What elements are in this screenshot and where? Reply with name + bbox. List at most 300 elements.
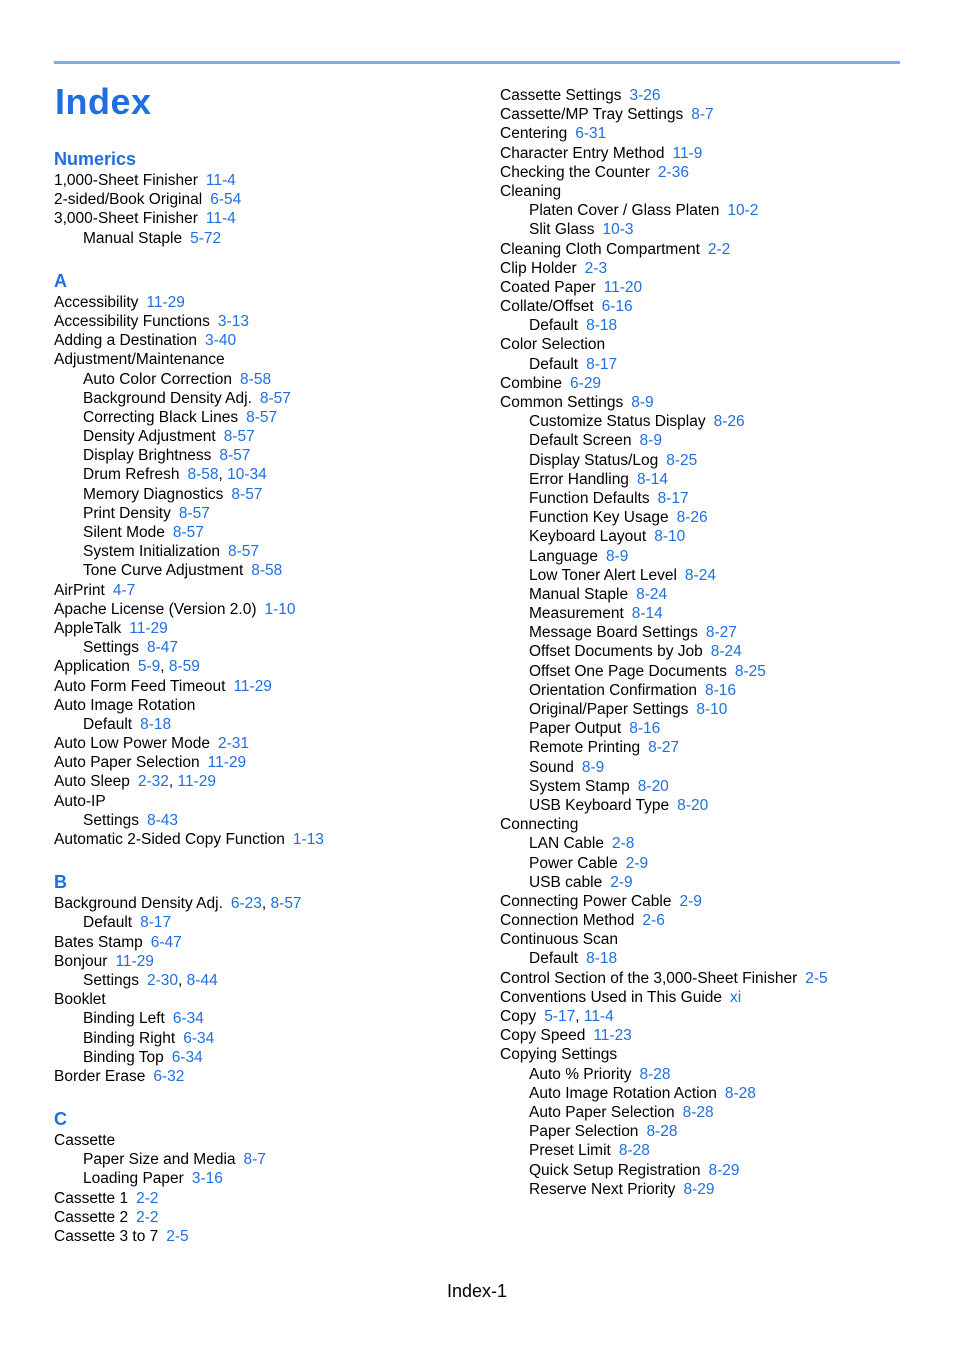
- page-ref-separator: ,: [261, 895, 271, 913]
- index-term: Binding Right: [83, 1029, 176, 1047]
- page-link-8-16[interactable]: 8-16: [629, 720, 661, 738]
- page-refs: [570, 375, 601, 392]
- index-subentry-print-density: [54, 504, 474, 523]
- index-subentry-display-status-log: [500, 451, 920, 470]
- page-link-11-29[interactable]: 11-29: [233, 677, 272, 695]
- page-link-8-57[interactable]: 8-57: [178, 504, 210, 522]
- page-refs: [206, 172, 236, 189]
- index-term: Auto % Priority: [529, 1065, 632, 1083]
- index-term: Function Defaults: [529, 489, 650, 507]
- index-subentry-original-paper-settings: [500, 700, 920, 719]
- index-term: Conventions Used in This Guide: [500, 988, 723, 1006]
- page-link-8-28[interactable]: 8-28: [724, 1084, 756, 1102]
- page-link-8-57[interactable]: 8-57: [223, 428, 255, 446]
- page-refs: [147, 812, 178, 829]
- page-refs: [147, 639, 178, 656]
- page-link-11-29[interactable]: 11-29: [177, 773, 216, 791]
- page-link-8-20[interactable]: 8-20: [677, 796, 709, 814]
- page-refs: [190, 230, 221, 247]
- index-subentry-loading-paper: [54, 1169, 474, 1188]
- index-term: Paper Output: [529, 720, 622, 738]
- index-subentry-auto-image-rotation-action: [500, 1084, 920, 1103]
- page-link-11-29[interactable]: 11-29: [146, 293, 185, 311]
- page-refs: [224, 428, 255, 445]
- page-refs: [640, 1066, 671, 1083]
- header-rule: [54, 61, 900, 64]
- page-refs: [582, 759, 604, 776]
- index-entry-2-sided-book-original: [54, 190, 474, 209]
- index-entry-cassette-1: [54, 1189, 474, 1208]
- page-refs: [246, 409, 277, 426]
- page-link-8-43[interactable]: 8-43: [147, 811, 179, 829]
- index-term: Default: [83, 914, 133, 932]
- page-link-8-59[interactable]: 8-59: [168, 658, 200, 676]
- page-link-11-4[interactable]: 11-4: [583, 1008, 614, 1025]
- page-refs: [575, 125, 606, 142]
- index-term: Cassette 3 to 7: [54, 1228, 159, 1245]
- index-term: Slit Glass: [529, 221, 595, 239]
- page-link-3-26[interactable]: 3-26: [629, 87, 661, 104]
- index-term: Border Erase: [54, 1067, 146, 1085]
- index-term: Keyboard Layout: [529, 528, 647, 546]
- index-subentry-correcting-black-lines: [54, 408, 474, 427]
- page-refs: [725, 1085, 756, 1102]
- page-link-2-31[interactable]: 2-31: [217, 735, 249, 753]
- page-refs: [233, 678, 272, 695]
- index-term: Tone Curve Adjustment: [83, 562, 244, 580]
- page-link-8-24[interactable]: 8-24: [636, 585, 668, 603]
- page-link-8-57[interactable]: 8-57: [246, 408, 278, 426]
- index-term: Booklet: [54, 991, 106, 1009]
- page-link-8-57[interactable]: 8-57: [172, 524, 204, 541]
- index-term: Bonjour: [54, 952, 108, 970]
- index-term: 3,000-Sheet Finisher: [54, 210, 198, 228]
- index-term: Paper Selection: [529, 1123, 639, 1141]
- page-link-11-4[interactable]: 11-4: [205, 172, 236, 189]
- page-refs: [593, 1027, 632, 1044]
- page-link-8-18[interactable]: 8-18: [586, 317, 618, 335]
- page-link-2-5[interactable]: 2-5: [805, 969, 828, 987]
- page-link-2-8[interactable]: 2-8: [611, 835, 635, 853]
- index-entry-coated-paper: [500, 278, 920, 297]
- index-term: Silent Mode: [83, 524, 165, 541]
- index-term: AppleTalk: [54, 619, 122, 637]
- index-term: Error Handling: [529, 470, 629, 488]
- page-refs: [626, 855, 648, 872]
- index-subentry-default-screen: [500, 431, 920, 450]
- page-link-8-16[interactable]: 8-16: [705, 681, 737, 699]
- page-link-8-7[interactable]: 8-7: [691, 106, 714, 124]
- index-term: Correcting Black Lines: [83, 408, 239, 426]
- page-link-5-9[interactable]: 5-9: [137, 658, 161, 676]
- page-link-2-2[interactable]: 2-2: [136, 1208, 159, 1226]
- index-entry-bonjour: [54, 952, 474, 971]
- page-link-6-31[interactable]: 6-31: [575, 125, 607, 143]
- page-link-8-58[interactable]: 8-58: [251, 562, 283, 580]
- index-subentry-preset-limit: [500, 1141, 920, 1160]
- page-link-8-47[interactable]: 8-47: [147, 639, 179, 657]
- page-link-2-9[interactable]: 2-9: [679, 892, 702, 910]
- page-link-6-29[interactable]: 6-29: [570, 374, 602, 392]
- page-refs: [231, 895, 302, 912]
- page-link-8-9[interactable]: 8-9: [631, 394, 654, 411]
- index-subentry-language: [500, 547, 920, 566]
- index-subentry-orientation-confirmation: [500, 681, 920, 700]
- index-entry-copying-settings: [500, 1045, 920, 1064]
- index-entry-copy: [500, 1007, 920, 1026]
- page-refs: [140, 716, 171, 733]
- index-term: Auto Form Feed Timeout: [54, 677, 226, 695]
- index-subentry-reserve-next-priority: [500, 1180, 920, 1199]
- page-link-8-57[interactable]: 8-57: [270, 895, 302, 913]
- page-link-8-57[interactable]: 8-57: [219, 447, 251, 465]
- section-spacer: [54, 248, 474, 270]
- page-refs: [683, 1104, 714, 1121]
- index-subentry-quick-setup-registration: [500, 1161, 920, 1180]
- index-term: Power Cable: [529, 854, 618, 872]
- index-term: Cassette 1: [54, 1189, 129, 1207]
- page-refs: [206, 210, 236, 227]
- index-entry-border-erase: [54, 1067, 474, 1086]
- page-refs: [251, 562, 282, 579]
- index-term: Settings: [83, 811, 140, 829]
- page-refs: [658, 490, 689, 507]
- page-refs: [151, 934, 182, 951]
- index-subentry-binding-top: [54, 1048, 474, 1067]
- page-link-8-14[interactable]: 8-14: [631, 605, 663, 623]
- page-link-8-10[interactable]: 8-10: [654, 528, 686, 546]
- page-link-8-17[interactable]: 8-17: [140, 914, 172, 932]
- page-refs: [187, 466, 266, 483]
- page-link-11-20[interactable]: 11-20: [603, 278, 643, 296]
- index-subentry-default: [54, 913, 474, 932]
- page-refs: [113, 582, 135, 599]
- index-term: Adjustment/Maintenance: [54, 351, 225, 369]
- page-refs: [219, 447, 250, 464]
- page-refs: [129, 620, 168, 637]
- index-term: Control Section of the 3,000-Sheet Finisher: [500, 969, 798, 987]
- index-term: Auto Color Correction: [83, 370, 233, 388]
- index-term: Copy Speed: [500, 1027, 586, 1045]
- index-entry-cleaning-cloth-compartment: [500, 240, 920, 259]
- page-link-8-27[interactable]: 8-27: [705, 624, 737, 642]
- index-entry-auto-paper-selection: [54, 753, 474, 772]
- page-link-6-34[interactable]: 6-34: [183, 1029, 215, 1047]
- page-refs: [602, 298, 633, 315]
- page-link-2-6[interactable]: 2-6: [642, 912, 665, 930]
- index-entry-connecting: [500, 815, 920, 834]
- index-subentry-drum-refresh: [54, 465, 474, 484]
- page-refs: [648, 739, 679, 756]
- page-refs: [183, 1030, 214, 1047]
- index-subentry-paper-selection: [500, 1122, 920, 1141]
- page-refs: [208, 754, 247, 771]
- page-link-8-18[interactable]: 8-18: [586, 950, 618, 968]
- index-entry-cleaning: [500, 182, 920, 201]
- index-subentry-paper-size-and-media: [54, 1150, 474, 1169]
- page-link-8-14[interactable]: 8-14: [636, 470, 668, 488]
- index-term: Auto Paper Selection: [529, 1103, 675, 1121]
- page-link-2-2[interactable]: 2-2: [136, 1189, 159, 1207]
- page-link-1-13[interactable]: 1-13: [292, 831, 324, 848]
- index-subentry-binding-left: [54, 1009, 474, 1028]
- index-term: Copying Settings: [500, 1046, 618, 1064]
- index-term: Platen Cover / Glass Platen: [529, 202, 720, 220]
- index-term: Background Density Adj.: [54, 895, 223, 913]
- index-term: Cassette Settings: [500, 87, 622, 104]
- page-refs: [260, 390, 291, 407]
- page-link-11-29[interactable]: 11-29: [129, 619, 168, 637]
- index-term: Centering: [500, 125, 568, 143]
- page-refs: [727, 202, 758, 219]
- page-refs: [602, 221, 633, 238]
- page-link-8-28[interactable]: 8-28: [682, 1103, 714, 1121]
- page-refs: [585, 260, 607, 277]
- index-subentry-system-stamp: [500, 777, 920, 796]
- page-link-8-44[interactable]: 8-44: [186, 971, 218, 989]
- page-link-11-9[interactable]: 11-9: [672, 144, 703, 162]
- page-link-11-29[interactable]: 11-29: [115, 952, 154, 970]
- page-link-5-72[interactable]: 5-72: [190, 229, 222, 247]
- index-term: Auto Paper Selection: [54, 754, 200, 772]
- page-link-10-34[interactable]: 10-34: [227, 466, 267, 484]
- index-term: Background Density Adj.: [83, 389, 252, 407]
- index-term: Checking the Counter: [500, 163, 650, 181]
- page-link-10-2[interactable]: 10-2: [727, 202, 759, 220]
- page-link-xi[interactable]: xi: [730, 988, 742, 1006]
- index-term: Settings: [83, 639, 140, 657]
- page-refs: [173, 524, 204, 541]
- page-refs: [711, 643, 742, 660]
- index-entry-application: [54, 657, 474, 676]
- page-link-2-9[interactable]: 2-9: [610, 873, 633, 891]
- page-link-2-30[interactable]: 2-30: [147, 971, 179, 989]
- page-link-8-17[interactable]: 8-17: [586, 355, 618, 373]
- page-link-8-9[interactable]: 8-9: [581, 758, 605, 776]
- page-refs: [666, 452, 697, 469]
- index-subentry-settings: [54, 971, 474, 990]
- index-term: System Initialization: [83, 543, 220, 561]
- page-refs: [173, 1010, 204, 1027]
- index-term: Accessibility Functions: [54, 312, 210, 330]
- index-entry-3-000-sheet-finisher: [54, 209, 474, 228]
- index-entry-checking-the-counter: [500, 163, 920, 182]
- index-subentry-message-board-settings: [500, 623, 920, 642]
- page-link-11-4[interactable]: 11-4: [205, 210, 236, 228]
- index-entry-automatic-2-sided-copy-function: [54, 830, 474, 849]
- page-refs: [708, 241, 730, 258]
- page-refs: [606, 548, 628, 565]
- page-link-3-40[interactable]: 3-40: [205, 332, 237, 350]
- index-term: Preset Limit: [529, 1142, 611, 1160]
- index-subentry-tone-curve-adjustment: [54, 561, 474, 580]
- index-term: 2-sided/Book Original: [54, 191, 203, 209]
- index-term: Accessibility: [54, 293, 139, 311]
- page-link-6-16[interactable]: 6-16: [601, 298, 633, 316]
- index-term: Quick Setup Registration: [529, 1161, 701, 1179]
- index-term: Cleaning Cloth Compartment: [500, 240, 700, 258]
- page-link-8-18[interactable]: 8-18: [140, 715, 172, 733]
- index-term: Offset One Page Documents: [529, 662, 727, 680]
- page-link-2-2[interactable]: 2-2: [707, 240, 731, 258]
- index-term: Default: [529, 950, 579, 968]
- page-link-8-58[interactable]: 8-58: [187, 466, 219, 484]
- page-link-8-20[interactable]: 8-20: [637, 777, 669, 795]
- index-subentry-default: [500, 355, 920, 374]
- page-link-8-28[interactable]: 8-28: [646, 1123, 678, 1141]
- page-refs: [632, 605, 663, 622]
- index-term: AirPrint: [54, 581, 105, 599]
- page-link-8-9[interactable]: 8-9: [639, 432, 662, 450]
- page-link-6-23[interactable]: 6-23: [230, 895, 262, 913]
- index-column-right: [500, 86, 920, 1199]
- page-refs: [629, 720, 660, 737]
- section-heading-c: C: [54, 1109, 67, 1130]
- index-column-left: [54, 148, 474, 1246]
- page-refs: [231, 486, 262, 503]
- index-term: Default: [529, 317, 579, 335]
- page-link-6-34[interactable]: 6-34: [171, 1048, 203, 1066]
- index-subentry-manual-staple: [500, 585, 920, 604]
- page-link-3-13[interactable]: 3-13: [217, 312, 249, 330]
- page-refs: [138, 773, 216, 790]
- index-term: Default Screen: [529, 432, 632, 450]
- index-entry-continuous-scan: [500, 930, 920, 949]
- page-link-11-29[interactable]: 11-29: [207, 754, 247, 772]
- page-refs: [658, 164, 689, 181]
- index-term: Adding a Destination: [54, 332, 198, 350]
- index-subentry-platen-cover-glass-platen: [500, 201, 920, 220]
- page-link-8-29[interactable]: 8-29: [683, 1180, 715, 1198]
- page-refs: [638, 778, 669, 795]
- index-subentry-density-adjustment: [54, 427, 474, 446]
- page-link-3-16[interactable]: 3-16: [191, 1170, 223, 1188]
- page-refs: [636, 586, 667, 603]
- index-subentry-function-key-usage: [500, 508, 920, 527]
- page-link-8-57[interactable]: 8-57: [231, 485, 263, 503]
- page-refs: [586, 950, 617, 967]
- index-term: Auto Low Power Mode: [54, 735, 210, 753]
- index-term: Original/Paper Settings: [529, 701, 689, 718]
- page-link-8-24[interactable]: 8-24: [684, 566, 716, 584]
- index-term: Loading Paper: [83, 1170, 184, 1188]
- page-refs: [218, 735, 249, 752]
- page-link-2-32[interactable]: 2-32: [137, 773, 169, 791]
- page-link-2-5[interactable]: 2-5: [166, 1228, 189, 1245]
- index-term: 1,000-Sheet Finisher: [54, 172, 198, 189]
- page-refs: [240, 371, 271, 388]
- page-link-6-32[interactable]: 6-32: [153, 1067, 185, 1085]
- index-entry-conventions-used-in-this-guide: [500, 988, 920, 1007]
- page-ref-separator: ,: [178, 971, 187, 989]
- index-subentry-keyboard-layout: [500, 527, 920, 546]
- index-entry-booklet: [54, 990, 474, 1009]
- page-refs: [610, 874, 632, 891]
- index-term: Binding Left: [83, 1010, 165, 1028]
- page-link-11-23[interactable]: 11-23: [593, 1027, 632, 1045]
- page-link-2-9[interactable]: 2-9: [625, 854, 649, 872]
- page-refs: [179, 505, 210, 522]
- page-link-8-57[interactable]: 8-57: [227, 543, 260, 561]
- page-title: Index: [55, 81, 152, 122]
- index-term: Manual Staple: [83, 229, 183, 247]
- index-term: Auto-IP: [54, 792, 106, 810]
- index-entry-clip-holder: [500, 259, 920, 278]
- page-ref-separator: ,: [218, 466, 228, 484]
- index-term: Cleaning: [500, 182, 562, 200]
- index-term: Cassette: [54, 1132, 116, 1150]
- page-refs: [136, 1190, 158, 1207]
- index-subentry-offset-documents-by-job: [500, 642, 920, 661]
- index-term: Color Selection: [500, 336, 606, 354]
- page-link-8-25[interactable]: 8-25: [666, 451, 698, 469]
- page-refs: [153, 1068, 184, 1085]
- index-entry-connecting-power-cable: [500, 892, 920, 911]
- page-refs: [264, 601, 295, 618]
- page-link-8-26[interactable]: 8-26: [713, 413, 745, 431]
- page-link-8-7[interactable]: 8-7: [243, 1151, 266, 1169]
- page-link-8-9[interactable]: 8-9: [605, 547, 629, 565]
- page-link-6-54[interactable]: 6-54: [210, 191, 242, 209]
- section-heading-b: B: [54, 872, 67, 893]
- index-entry-appletalk: [54, 619, 474, 638]
- index-subentry-background-density-adj: [54, 389, 474, 408]
- section-heading-numerics: Numerics: [54, 149, 137, 169]
- page-link-2-36[interactable]: 2-36: [657, 163, 689, 181]
- page-link-4-7[interactable]: 4-7: [112, 581, 136, 599]
- index-subentry-customize-status-display: [500, 412, 920, 431]
- index-term: System Stamp: [529, 777, 630, 795]
- index-entry-cassette-mp-tray-settings: [500, 105, 920, 124]
- index-entry-auto-ip: [54, 792, 474, 811]
- index-term: Common Settings: [500, 394, 624, 411]
- index-term: Memory Diagnostics: [83, 485, 224, 503]
- page-link-8-58[interactable]: 8-58: [240, 370, 272, 388]
- index-term: USB cable: [529, 873, 603, 891]
- page-refs: [172, 1049, 203, 1066]
- page-link-6-47[interactable]: 6-47: [150, 933, 182, 951]
- index-subentry-auto-color-correction: [54, 370, 474, 389]
- page-link-10-3[interactable]: 10-3: [602, 221, 634, 239]
- page-link-8-24[interactable]: 8-24: [710, 643, 742, 661]
- page-link-5-17[interactable]: 5-17: [544, 1008, 576, 1025]
- page-refs: [138, 658, 200, 675]
- index-term: Display Brightness: [83, 447, 212, 465]
- page-link-8-17[interactable]: 8-17: [657, 489, 689, 507]
- page-link-8-27[interactable]: 8-27: [648, 739, 680, 757]
- page-link-8-25[interactable]: 8-25: [734, 662, 766, 680]
- page-link-6-34[interactable]: 6-34: [172, 1010, 204, 1028]
- page-link-8-57[interactable]: 8-57: [259, 389, 291, 407]
- page-link-2-3[interactable]: 2-3: [584, 259, 608, 277]
- page-link-1-10[interactable]: 1-10: [264, 600, 296, 618]
- page-link-8-10[interactable]: 8-10: [696, 701, 728, 718]
- index-term: Settings: [83, 971, 140, 989]
- index-subentry-binding-right: [54, 1029, 474, 1048]
- page-link-8-28[interactable]: 8-28: [618, 1142, 650, 1160]
- page-refs: [115, 953, 154, 970]
- index-subentry-paper-output: [500, 719, 920, 738]
- index-term: Connecting Power Cable: [500, 892, 672, 910]
- index-entry-cassette-2: [54, 1208, 474, 1227]
- page-link-8-26[interactable]: 8-26: [676, 509, 708, 527]
- index-term: Low Toner Alert Level: [529, 566, 677, 584]
- index-term: Remote Printing: [529, 739, 641, 757]
- index-term: Continuous Scan: [500, 931, 619, 949]
- page-link-8-28[interactable]: 8-28: [639, 1065, 671, 1083]
- page-link-8-29[interactable]: 8-29: [708, 1161, 740, 1179]
- index-term: Measurement: [529, 605, 624, 623]
